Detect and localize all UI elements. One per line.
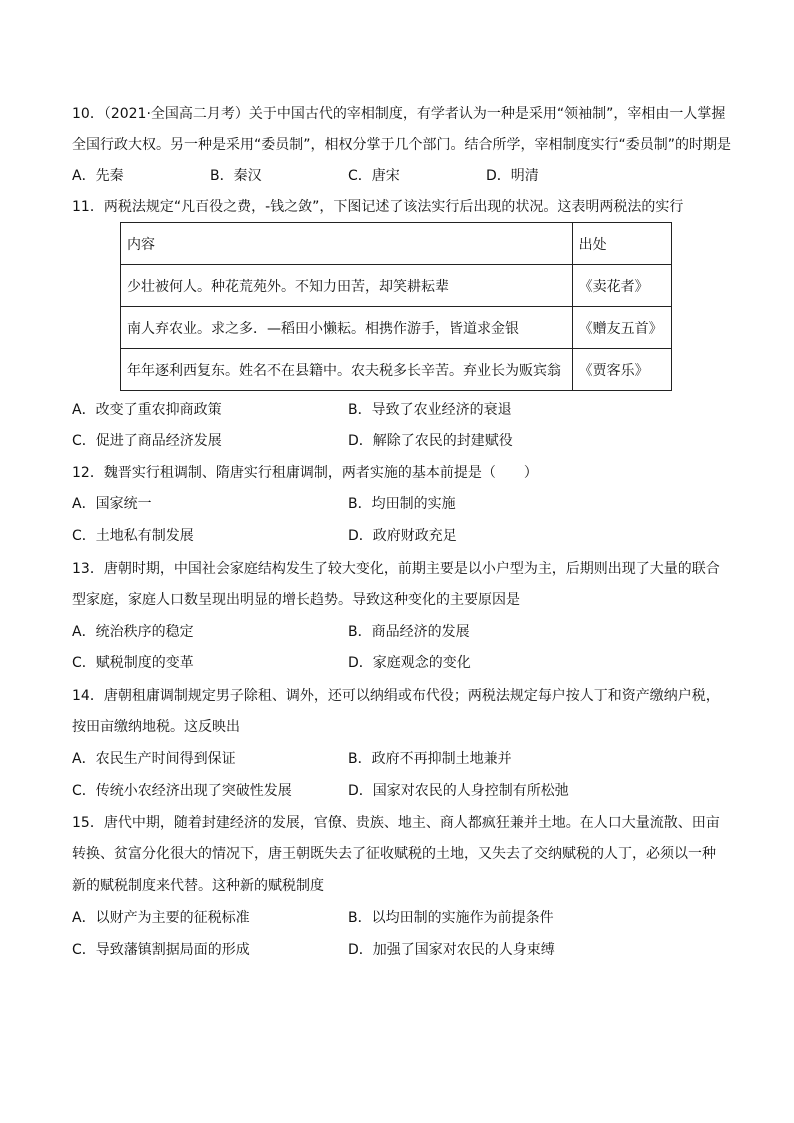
q11-option-c[interactable]: C．促进了商品经济发展	[72, 433, 222, 449]
q11-option-b[interactable]: B．导致了农业经济的衰退	[348, 402, 512, 418]
q14-option-a[interactable]: A．农民生产时间得到保证	[72, 751, 236, 767]
q15-stem-line3: 新的赋税制度来代替。这种新的赋税制度	[72, 878, 324, 894]
table-header-source: 出处	[572, 223, 671, 265]
q11-stem-line1: 11．两税法规定“凡百役之费，-钱之敛”，下图记述了该法实行后出现的状况。这表明两税法的实行	[72, 199, 684, 215]
q14-stem-line1: 14．唐朝租庸调制规定男子除租、调外，还可以纳绢或布代役；两税法规定每户按人丁和资产缴纳户税，	[72, 688, 720, 704]
table-cell-content: 少壮被何人。种花荒苑外。不知力田苦，却笑耕耘辈	[121, 265, 573, 307]
q14-option-c[interactable]: C．传统小农经济出现了突破性发展	[72, 783, 292, 799]
q14-stem-line2: 按田亩缴纳地税。这反映出	[72, 719, 240, 735]
q15-option-d[interactable]: D．加强了国家对农民的人身束缚	[348, 942, 555, 958]
q15-option-c[interactable]: C．导致藩镇割据局面的形成	[72, 942, 250, 958]
q10-option-d[interactable]: D．明清	[486, 168, 539, 184]
q12-option-d[interactable]: D．政府财政充足	[348, 528, 457, 544]
q13-stem-line1: 13．唐朝时期，中国社会家庭结构发生了较大变化，前期主要是以小户型为主，后期则出现了大量的联合	[72, 561, 720, 577]
q15-option-b[interactable]: B．以均田制的实施作为前提条件	[348, 910, 554, 926]
q13-option-d[interactable]: D．家庭观念的变化	[348, 655, 471, 671]
table-cell-content: 年年逐利西复东。姓名不在县籍中。农夫税多长辛苦。弃业长为贩宾翁	[121, 349, 573, 391]
q12-option-a[interactable]: A．国家统一	[72, 496, 152, 512]
q10-option-a[interactable]: A．先秦	[72, 168, 124, 184]
q13-option-a[interactable]: A．统治秩序的稳定	[72, 624, 194, 640]
q14-option-d[interactable]: D．国家对农民的人身控制有所松弛	[348, 783, 569, 799]
q15-option-a[interactable]: A．以财产为主要的征税标准	[72, 910, 250, 926]
q10-option-c[interactable]: C．唐宋	[348, 168, 400, 184]
q13-stem-line2: 型家庭，家庭人口数呈现出明显的增长趋势。导致这种变化的主要原因是	[72, 592, 520, 608]
q15-stem-line2: 转换、贫富分化很大的情况下，唐王朝既失去了征收赋税的土地，又失去了交纳赋税的人丁，必须以一种	[72, 846, 716, 862]
table-row	[121, 265, 672, 307]
q11-source-table	[120, 222, 672, 391]
table-row	[121, 307, 672, 349]
q12-option-b[interactable]: B．均田制的实施	[348, 496, 456, 512]
q15-stem-line1: 15．唐代中期，随着封建经济的发展，官僚、贵族、地主、商人都疯狂兼并土地。在人口大量流散、田亩	[72, 815, 720, 831]
table-header-content: 内容	[121, 223, 573, 265]
q12-stem-line1: 12．魏晋实行租调制、隋唐实行租庸调制，两者实施的基本前提是（ ）	[72, 465, 538, 481]
q13-option-c[interactable]: C．赋税制度的变革	[72, 655, 194, 671]
table-cell-source: 《卖花者》	[572, 265, 671, 307]
q11-option-a[interactable]: A．改变了重农抑商政策	[72, 402, 222, 418]
q11-option-d[interactable]: D．解除了农民的封建赋役	[348, 433, 513, 449]
table-cell-source: 《贾客乐》	[572, 349, 671, 391]
q14-option-b[interactable]: B．政府不再抑制土地兼并	[348, 751, 512, 767]
table-cell-source: 《赠友五首》	[572, 307, 671, 349]
table-row	[121, 349, 672, 391]
q10-stem-line2: 全国行政大权。另一种是采用“委员制”，相权分掌于几个部门。结合所学，宰相制度实行“委员制”的时期是	[72, 137, 732, 153]
q10-option-b[interactable]: B．秦汉	[210, 168, 262, 184]
q13-option-b[interactable]: B．商品经济的发展	[348, 624, 470, 640]
q10-stem-line1: 10．（2021·全国高二月考）关于中国古代的宰相制度，有学者认为一种是采用“领袖制”，宰相由一人掌握	[72, 106, 726, 122]
table-header-row	[121, 223, 672, 265]
table-cell-content: 南人弃农业。求之多．—稻田小懒耘。相携作游手，皆道求金银	[121, 307, 573, 349]
q12-option-c[interactable]: C．土地私有制发展	[72, 528, 194, 544]
